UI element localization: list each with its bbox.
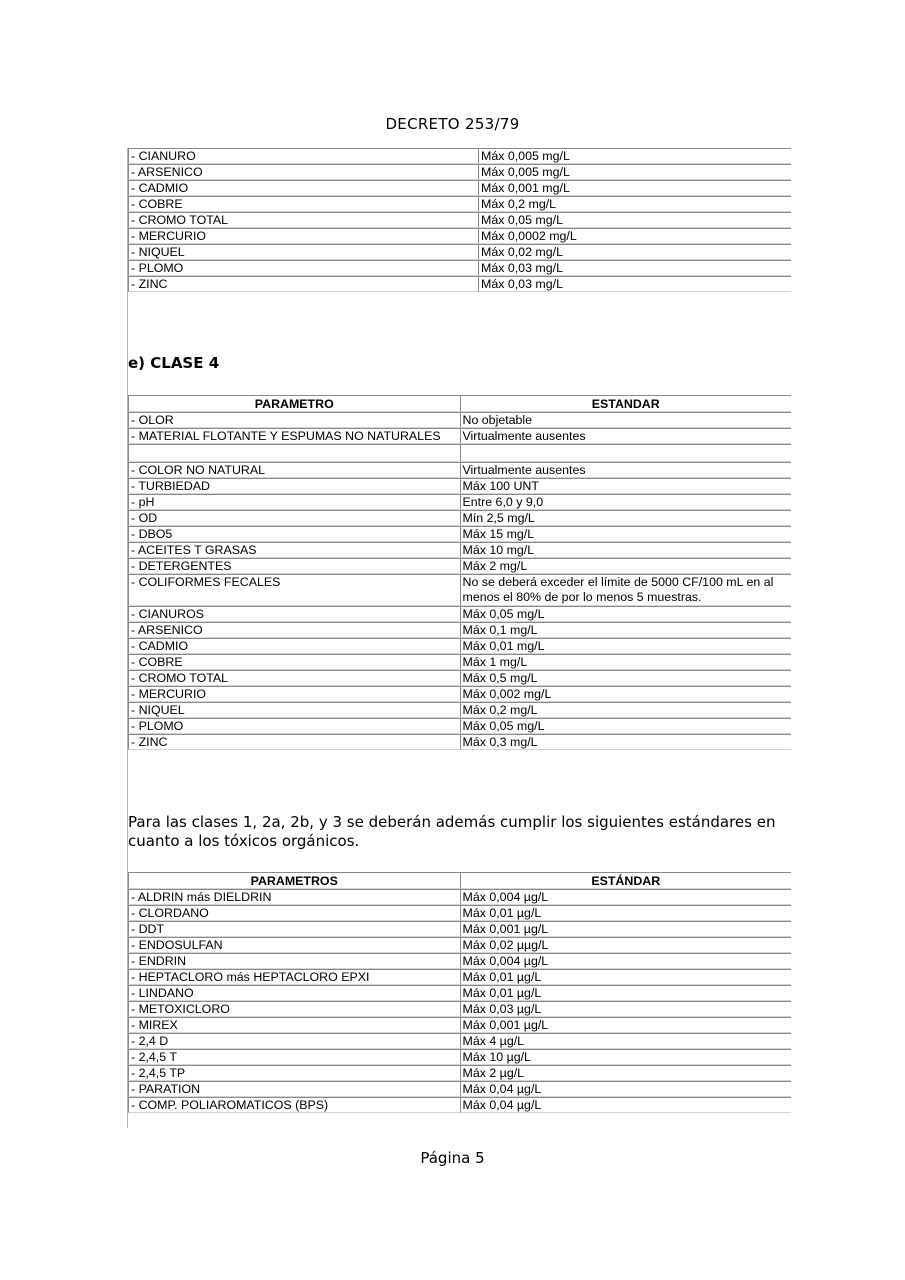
standard-cell: Máx 0,02 mg/L: [478, 244, 791, 260]
parameter-cell: - ENDRIN: [128, 953, 460, 969]
table-row: [128, 412, 791, 428]
standard-cell: Máx 0,001 µg/L: [460, 921, 792, 937]
table-row: [128, 494, 791, 510]
standard-cell: No se deberá exceder el límite de 5000 CF/100 mL en al menos el 80% de por lo menos 5 muestras.: [460, 574, 792, 606]
table-row: [128, 985, 791, 1001]
page-header: DECRETO 253/79: [385, 115, 520, 133]
standard-cell: Máx 0,03 mg/L: [478, 260, 791, 276]
organic-toxics-paragraph: Para las clases 1, 2a, 2b, y 3 se deberán además cumplir los siguientes estándares en cuanto a los tóxicos orgánicos.: [128, 813, 776, 850]
parameter-cell: - OD: [128, 510, 460, 526]
standard-cell: Máx 0,002 mg/L: [460, 686, 792, 702]
standard-cell: Máx 4 µg/L: [460, 1033, 792, 1049]
parameter-cell: - COMP. POLIAROMATICOS (BPS): [128, 1097, 460, 1113]
section-heading-clase-4: e) CLASE 4: [128, 354, 220, 372]
parameter-cell: - COLIFORMES FECALES: [128, 574, 460, 606]
standard-cell: Máx 0,001 mg/L: [478, 180, 791, 196]
parameter-cell: - TURBIEDAD: [128, 478, 460, 494]
table-row: [128, 526, 791, 542]
standard-cell: Máx 0,001 µg/L: [460, 1017, 792, 1033]
standard-cell: Máx 0,5 mg/L: [460, 670, 792, 686]
table-row: [128, 1049, 791, 1065]
column-header-estandar: ESTÁNDAR: [460, 872, 792, 889]
parameter-cell: - MERCURIO: [128, 228, 478, 244]
standard-cell: Mín 2,5 mg/L: [460, 510, 792, 526]
parameter-cell: - MERCURIO: [128, 686, 460, 702]
standard-cell: Máx 10 mg/L: [460, 542, 792, 558]
standard-cell: Máx 0,01 µg/L: [460, 985, 792, 1001]
table-row: [128, 1081, 791, 1097]
table-row: [128, 718, 791, 734]
table-row: [128, 478, 791, 494]
standard-cell: Máx 0,04 µg/L: [460, 1097, 792, 1113]
standard-cell: Máx 0,005 mg/L: [478, 148, 791, 164]
parameter-cell: - MIREX: [128, 1017, 460, 1033]
table-row: [128, 244, 791, 260]
table-row: [128, 622, 791, 638]
table-row: [128, 180, 791, 196]
table-row: [128, 953, 791, 969]
parameter-cell: - CIANUROS: [128, 606, 460, 622]
column-header-parametros: PARAMETROS: [128, 872, 460, 889]
standard-cell: Máx 0,05 mg/L: [460, 606, 792, 622]
table-row: [128, 1001, 791, 1017]
standard-cell: Máx 2 µg/L: [460, 1065, 792, 1081]
table-row: [128, 148, 791, 164]
table-row: [128, 1017, 791, 1033]
standard-cell: Virtualmente ausentes: [460, 428, 792, 444]
standard-cell: Virtualmente ausentes: [460, 462, 792, 478]
standard-cell: Máx 15 mg/L: [460, 526, 792, 542]
column-header-estandar: ESTANDAR: [460, 395, 792, 412]
parameter-cell: - CADMIO: [128, 180, 478, 196]
table-row: [128, 686, 791, 702]
parameter-cell: - NIQUEL: [128, 244, 478, 260]
standard-cell: Máx 0,004 µg/L: [460, 889, 792, 905]
table-row: [128, 702, 791, 718]
standard-cell: Máx 0,05 mg/L: [478, 212, 791, 228]
parameter-cell: - pH: [128, 494, 460, 510]
parameter-cell: - PLOMO: [128, 260, 478, 276]
parameter-cell: - CIANURO: [128, 148, 478, 164]
parameter-cell: - CROMO TOTAL: [128, 212, 478, 228]
parameter-cell: - MATERIAL FLOTANTE Y ESPUMAS NO NATURALES: [128, 428, 460, 444]
parameter-cell: - 2,4,5 TP: [128, 1065, 460, 1081]
table-row: [128, 428, 791, 444]
parameter-cell: - DBO5: [128, 526, 460, 542]
parameter-cell: - ENDOSULFAN: [128, 937, 460, 953]
table-row: [128, 462, 791, 478]
table-row: [128, 969, 791, 985]
table-row: [128, 228, 791, 244]
table-row: [128, 1065, 791, 1081]
table-row: [128, 212, 791, 228]
organic-toxics-table: [128, 872, 791, 1113]
parameter-cell: - COBRE: [128, 196, 478, 212]
standard-cell: Entre 6,0 y 9,0: [460, 494, 792, 510]
table-row: [128, 1033, 791, 1049]
table-row: [128, 542, 791, 558]
parameter-cell: - COBRE: [128, 654, 460, 670]
standard-cell: Máx 0,2 mg/L: [478, 196, 791, 212]
table-row: [128, 734, 791, 750]
table-row: [128, 937, 791, 953]
parameter-cell: - HEPTACLORO más HEPTACLORO EPXI: [128, 969, 460, 985]
standard-cell: Máx 0,03 µg/L: [460, 1001, 792, 1017]
parameter-cell: - CLORDANO: [128, 905, 460, 921]
table-row: [128, 905, 791, 921]
table-row: [128, 260, 791, 276]
parameter-cell: - 2,4 D: [128, 1033, 460, 1049]
standard-cell: Máx 0,01 µg/L: [460, 905, 792, 921]
standard-cell: No objetable: [460, 412, 792, 428]
parameter-cell: - OLOR: [128, 412, 460, 428]
standard-cell: Máx 0,05 mg/L: [460, 718, 792, 734]
standard-cell: Máx 0,2 mg/L: [460, 702, 792, 718]
standard-cell: Máx 0,004 µg/L: [460, 953, 792, 969]
page-number: Página 5: [420, 1149, 485, 1167]
standard-cell: Máx 100 UNT: [460, 478, 792, 494]
table-row: [128, 638, 791, 654]
parameter-cell: - PLOMO: [128, 718, 460, 734]
standard-cell: Máx 0,04 µg/L: [460, 1081, 792, 1097]
standard-cell: Máx 2 mg/L: [460, 558, 792, 574]
table-row: [128, 670, 791, 686]
parameter-cell: - PARATION: [128, 1081, 460, 1097]
table-row: [128, 444, 791, 462]
parameter-cell: - CROMO TOTAL: [128, 670, 460, 686]
parameter-cell: - COLOR NO NATURAL: [128, 462, 460, 478]
column-header-parametro: PARAMETRO: [128, 395, 460, 412]
table-row: [128, 654, 791, 670]
table-row: [128, 889, 791, 905]
table-row: [128, 510, 791, 526]
parameter-cell: - ZINC: [128, 276, 478, 292]
standard-cell: Máx 0,3 mg/L: [460, 734, 792, 750]
parameter-cell: - ALDRIN más DIELDRIN: [128, 889, 460, 905]
parameter-cell: - ZINC: [128, 734, 460, 750]
standard-cell: Máx 0,1 mg/L: [460, 622, 792, 638]
parameter-cell: [128, 444, 460, 462]
heavy-metals-table-continued: [128, 148, 791, 292]
parameter-cell: - ARSENICO: [128, 622, 460, 638]
table-row: [128, 574, 791, 606]
parameter-cell: - DDT: [128, 921, 460, 937]
standard-cell: [460, 444, 792, 462]
table-row: [128, 1097, 791, 1113]
parameter-cell: - LINDANO: [128, 985, 460, 1001]
standard-cell: Máx 1 mg/L: [460, 654, 792, 670]
standard-cell: Máx 10 µg/L: [460, 1049, 792, 1065]
parameter-cell: - NIQUEL: [128, 702, 460, 718]
standard-cell: Máx 0,01 µg/L: [460, 969, 792, 985]
clase-4-standards-table: [128, 395, 791, 750]
table-row: [128, 196, 791, 212]
standard-cell: Máx 0,02 µµg/L: [460, 937, 792, 953]
parameter-cell: - DETERGENTES: [128, 558, 460, 574]
parameter-cell: - METOXICLORO: [128, 1001, 460, 1017]
table-row: [128, 558, 791, 574]
table-row: [128, 276, 791, 292]
standard-cell: Máx 0,03 mg/L: [478, 276, 791, 292]
table-row: [128, 606, 791, 622]
parameter-cell: - CADMIO: [128, 638, 460, 654]
standard-cell: Máx 0,01 mg/L: [460, 638, 792, 654]
parameter-cell: - ARSENICO: [128, 164, 478, 180]
parameter-cell: - ACEITES T GRASAS: [128, 542, 460, 558]
table-row: [128, 164, 791, 180]
parameter-cell: - 2,4,5 T: [128, 1049, 460, 1065]
table-row: [128, 921, 791, 937]
standard-cell: Máx 0,005 mg/L: [478, 164, 791, 180]
standard-cell: Máx 0,0002 mg/L: [478, 228, 791, 244]
